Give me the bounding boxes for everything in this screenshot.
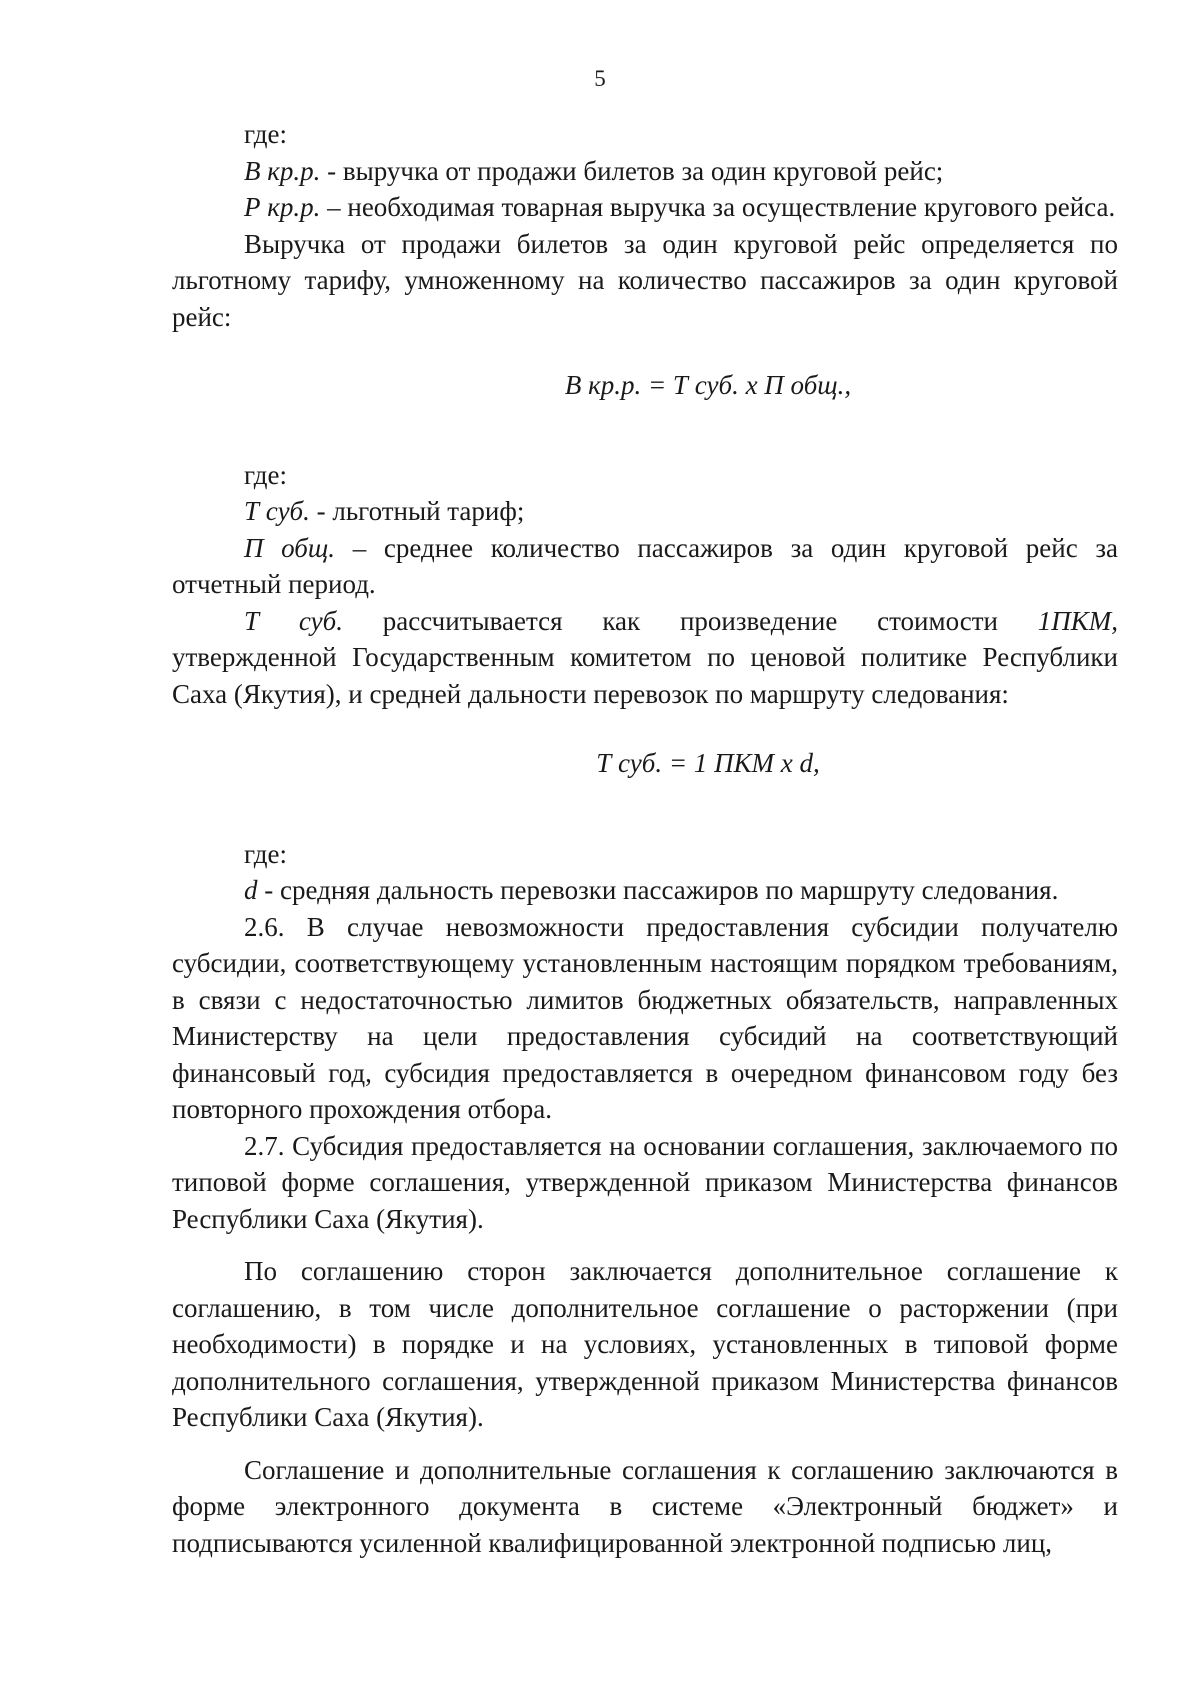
definition-text: – необходимая товарная выручка за осуществление кругового рейса.: [320, 192, 1116, 222]
definition-r-kr-r: [172, 189, 1118, 226]
calc-word: 1ПКМ,: [1037, 605, 1118, 636]
page-number: 5: [594, 66, 606, 91]
where-label-1: где:: [244, 119, 287, 149]
calc-word: произведение: [679, 605, 838, 636]
definition-text: – среднее количество пассажиров за один круговой рейс за отчетный период.: [172, 532, 1119, 599]
calc-word: Т: [244, 605, 260, 636]
calc-word: как: [602, 605, 641, 636]
term-r-kr-r: Р кр.р.: [244, 192, 321, 222]
definition-b-kr-r: [172, 153, 1118, 190]
term-b-kr-r: В кр.р.: [244, 155, 321, 186]
t-sub-calc-first-line: [172, 603, 1118, 640]
definition-text: - средняя дальность перевозки пассажиров по маршруту следования.: [257, 875, 1059, 905]
definition-p-obsch: [172, 530, 1118, 603]
document-body: [172, 116, 1118, 1561]
term-d: d: [244, 875, 258, 905]
formula-tariff: Т суб. = 1 ПКМ х d,: [596, 748, 820, 778]
calc-word: рассчитывается: [382, 605, 563, 636]
paragraph-electronic-document: Соглашение и дополнительные соглашения к соглашению заключаются в форме электронного документа в системе «Электронный бюджет» и подписываются усиленной квалифицированной электронной подписью лиц,: [172, 1454, 1118, 1558]
paragraph-revenue: Выручка от продажи билетов за один круговой рейс определяется по льготному тарифу, умноженному на количество пассажиров за один круговой рейс:: [172, 228, 1118, 332]
paragraph-additional-agreement: По соглашению сторон заключается дополнительное соглашение к соглашению, в том числе дополнительное соглашение о расторжении (при необходимости) в порядке и на условиях, установленных в типовой форме дополнительного соглашения, утвержденной приказом Министерства финансов Республики Саха (Якутия).: [172, 1256, 1118, 1432]
definition-text: - выручка от продажи билетов за один круговой рейс;: [320, 155, 944, 186]
term-p-obsch: П общ.: [244, 532, 336, 563]
where-label-2: где:: [244, 459, 287, 490]
calc-word: стоимости: [877, 605, 998, 636]
paragraph-2-6: 2.6. В случае невозможности предоставления субсидии получателю субсидии, соответствующему установленным настоящим порядком требованиям, в связи с недостаточностью лимитов бюджетных обязательств, направленных Министерству на цели предоставления субсидий на соответствующий финансовый год, субсидия предоставляется в очередном финансовом году без повторного прохождения отбора.: [172, 911, 1118, 1124]
term-t-sub: Т суб.: [244, 496, 310, 526]
definition-text: - льготный тариф;: [309, 496, 525, 526]
definition-d: [172, 872, 1118, 909]
paragraph-2-7: 2.7. Субсидия предоставляется на основании соглашения, заключаемого по типовой форме соглашения, утвержденной приказом Министерства финансов Республики Саха (Якутия).: [172, 1130, 1118, 1234]
t-sub-calc-rest: утвержденной Государственным комитетом по ценовой политике Республики Саха (Якутия), и средней дальности перевозок по маршруту следования:: [172, 642, 1118, 709]
calc-word: суб.: [298, 605, 343, 636]
definition-t-sub: [172, 493, 1118, 530]
formula-revenue: В кр.р. = Т суб. х П общ.,: [564, 370, 852, 400]
where-label-3: где:: [244, 838, 287, 869]
